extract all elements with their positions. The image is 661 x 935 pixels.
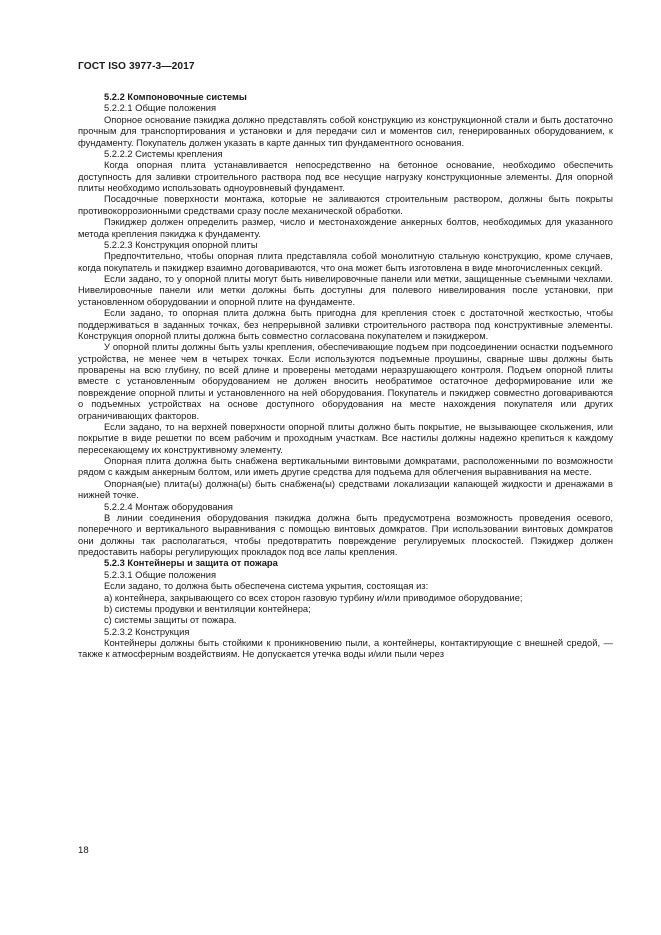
paragraph: Если задано, то должна быть обеспечена система укрытия, состоящая из:: [104, 581, 429, 592]
subsection-heading: 5.2.2.1 Общие положения: [104, 103, 217, 114]
paragraph: Когда опорная плита устанавливается непосредственно на бетонное основание, необходимо обеспечить доступность для заливки строительного раствора под все несущие нагрузку конструкционные элементы. Для опорной плиты необходимо использовать одноуровневый фундамент.: [78, 160, 613, 193]
subsection-heading: 5.2.2.2 Системы крепления: [104, 148, 223, 159]
paragraph: Опорная плита должна быть снабжена вертикальными винтовыми домкратами, расположенными по возможности рядом с каждым анкерным болтом, или иметь другие средства для подъема для облегчения выравнивания на месте.: [78, 456, 613, 478]
paragraph: Если задано, то на верхней поверхности опорной плиты должно быть покрытие, не вызывающее скольжения, или покрытие в виде решетки по всем рабочим и проходным участкам. Все настилы должны надежно крепиться к каждому пересекающему их конструктивному элементу.: [78, 421, 613, 455]
paragraph: Пэкиджер должен определить размер, число и местонахождение анкерных болтов, необходимых для указанного метода крепления пэкиджа к фундаменту.: [78, 217, 613, 239]
subsection-heading: 5.2.3.1 Общие положения: [104, 569, 217, 580]
list-item: b) системы продувки и вентиляции контейнера;: [104, 603, 311, 614]
page-number: 18: [78, 845, 89, 856]
section-heading: 5.2.3 Контейнеры и защита от пожара: [104, 558, 278, 569]
document-header: ГОСТ ISO 3977-3—2017: [78, 61, 195, 72]
subsection-heading: 5.2.3.2 Конструкция: [104, 626, 190, 637]
paragraph: Предпочтительно, чтобы опорная плита представляла собой монолитную стальную конструкцию, кроме случаев, когда покупатель и пэкиджер взаимно договариваются, что она может быть изготовлена в виде многочисленных секций.: [78, 251, 613, 273]
paragraph: Посадочные поверхности монтажа, которые не заливаются строительным раствором, должны быть покрыты противокоррозионными средствами сразу после механической обработки.: [78, 194, 613, 216]
document-body: [78, 92, 613, 661]
paragraph: Если задано, то у опорной плиты могут быть нивелировочные панели или метки, защищенные съемными чехлами. Нивелировочные панели или метки должны быть доступны для полевого нивелирования после установки, при установленном оборудовании и опорной плите на фундаменте.: [78, 274, 613, 307]
paragraph: Контейнеры должны быть стойкими к проникновению пыли, а контейнеры, контактирующие с внешней средой, — также к атмосферным воздействиям. Не допускается утечка воды и/или пыли через: [78, 638, 613, 660]
list-item: a) контейнера, закрывающего со всех сторон газовую турбину и/или приводимое оборудование;: [104, 592, 523, 603]
paragraph: В линии соединения оборудования пэкиджа должна быть предусмотрена возможность проведения осевого, поперечного и вертикального выравнивания с помощью винтовых домкратов. При использовании винтовых домкратов они должны так располагаться, чтобы предотвратить повреждение регулируемых плоскостей. Пэкиджер должен предоставить наборы регулирующих прокладок под все лапы крепления.: [78, 512, 613, 557]
subsection-heading: 5.2.2.3 Конструкция опорной плиты: [104, 239, 258, 250]
paragraph: Опорная(ые) плита(ы) должна(ы) быть снабжена(ы) средствами локализации капающей жидкости и дренажами в нижней точке.: [78, 478, 613, 501]
paragraph: У опорной плиты должны быть узлы крепления, обеспечивающие подъем при подсоединении оснастки подъемного устройства, не менее чем в четырех точках. Если используются подъемные проушины, сварные швы должны быть проварены на всю глубину, по всей длине и проверены методами неразрушающего контроля. Подъем опорной плиты вместе с установленным оборудованием не должен вносить необратимое остаточное деформирование или же повреждение опорной плиты и установленного на ней оборудования. Покупатель и пэкиджер совместно договариваются о подъемных устройствах на основе доступного оборудования на месте нахождения покупателя или других ограничивающих факторов.: [78, 342, 613, 421]
list-item: c) системы защиты от пожара.: [104, 615, 237, 626]
paragraph: Опорное основание пэкиджа должно представлять собой конструкцию из конструкционной стали и быть достаточно прочным для транспортирования и установки и для передачи сил и моментов сил, генерированных оборудованием, к фундаменту. Покупатель должен указать в карте данных тип фундаментного основания.: [78, 114, 613, 148]
subsection-heading: 5.2.2.4 Монтаж оборудования: [104, 501, 233, 512]
section-heading: 5.2.2 Компоновочные системы: [104, 92, 247, 102]
paragraph: Если задано, то опорная плита должна быть пригодна для крепления стоек с достаточной жесткостью, чтобы поддерживаться в заданных точках, без непрерывной заливки строительного раствора под конструктивные элементы. Конструкция опорной плиты должна быть совместно согласована покупателем и пэкиджером.: [78, 308, 613, 341]
